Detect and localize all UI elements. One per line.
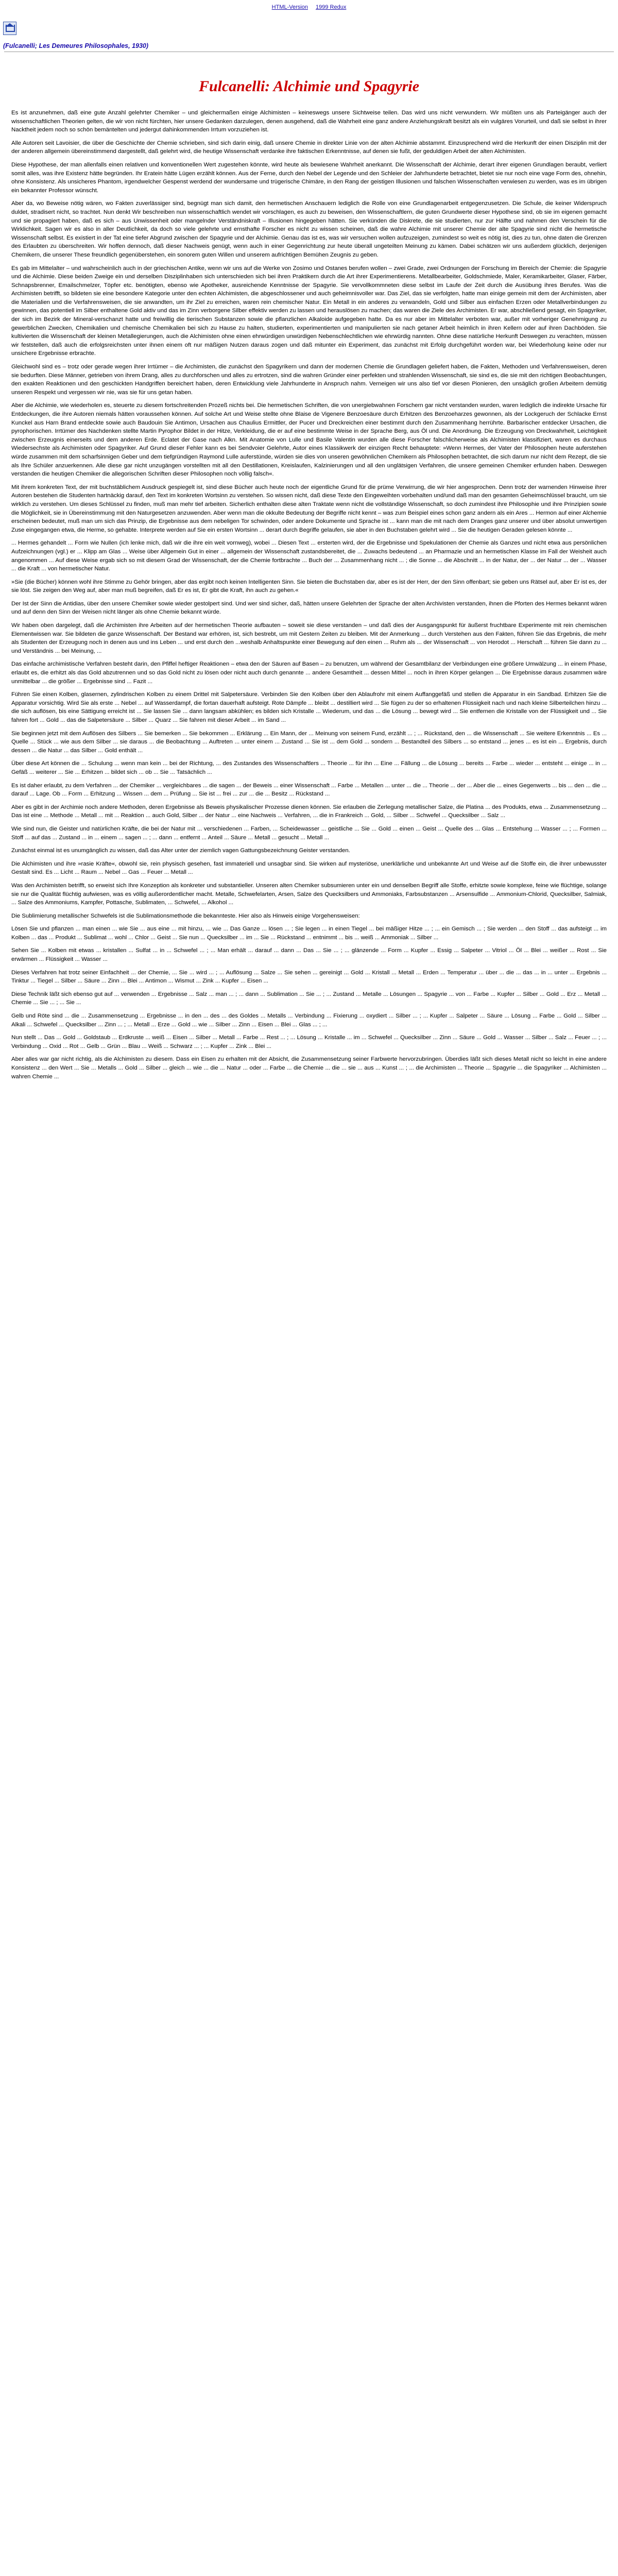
paragraph: Lösen Sie und pflanzen ... man einen ... wie Sie ... aus eine ... mit hinzu, ... wie ... Das Ganze ... lösen ... ; Sie legen ... in einen Tiegel ... bei mäßiger Hitze ... ; ... ein Gemisch ... ; Sie werden ... den Stoff ... das aufsteigt ... im Kolben ... das ... Produkt ... Sublimat ... wohl ... Chlor ... Geist ... Sie nun ... Quecksilber ... im ... Sie ... Rückstand ... entnimmt ... bis ... weiß ... Ammoniak ... Silber ... (11, 926, 607, 941)
paragraph: Diese Hypothese, der man allenfalls einen relativen und konventionellen Wert zugestehen könnte, wird heute als bewiesene Wahrheit anerkannt. Die Wissenschaft der Alchimie, derart ihrer eigenen Grundlagen beraubt, verliert somit alles, was ihre Existenz hätte begründen. Ihr Eratein hätte Lügen erzählt können. Aus der Ferne, durch den Nebel der Legende und den Schleier der Jahrhunderte betrachtet, bietet sie nur noch eine vage Form des, ohnehin, ohne Konsistenz. Als unsicheres Phantom, irgendwelcher Gespenst werdend der wundersame und trügerische Chimäre, in den Rang der geistigen Illusionen und falschen Wissenschaften verwiesen zu werden, was es im übrigen ein bekannter Professor wünscht. (11, 161, 607, 194)
paragraph: »Sie (die Bücher) können wohl ihre Stimme zu Gehör bringen, aber das ergibt noch keinen Intelligenten Sinn. Sie bieten die Buchstaben dar, aber es ist der Herr, der den Sinn offenbart; sie geben uns Rätsel auf, aber Er ist es, der sie löst. Sie zeigen den Weg auf, aber man muß begreifen, daß Er es ist, Er gibt die Kraft, ihn auch zu gehen.« (11, 579, 607, 594)
paragraph: Die Alchimisten und ihre »rasie Kräfte«, obwohl sie, rein physisch gesehen, fast immateriell und unsagbar sind. Sie wirken auf mysteriöse, unerklärliche und unbekannte Art und Weise auf die Stoffe ein, die ihrer unbewusster Gestalt sind. Es ... Licht ... Raum ... Nebel ... Gas ... Feuer ... Metall ... (11, 860, 607, 876)
paragraph: Sehen Sie ... Kolben mit etwas ... kristallen ... Sulfat ... in ... Schwefel ... ; ... Man erhält ... darauf ... dann ... Das ... Sie ... ; ... glänzende ... Form ... Kupfer ... Essig ... Salpeter ... Vitriol ... Öl ... Blei ... weißer ... Rost ... Sie erwärmen ... Flüssigkeit ... Wasser ... (11, 947, 607, 963)
paragraph: Zunächst einmal ist es unumgänglich zu wissen, daß das Alter unter der ziemlich vagen Gattungsbezeichnung Geister verstanden. (11, 848, 350, 854)
paragraph: Dieses Verfahren hat trotz seiner Einfachheit ... der Chemie, ... Sie ... wird ... ; ... Auflösung ... Salze ... Sie sehen ... gereinigt ... Gold ... Kristall ... Metall ... Erden ... Temperatur ... über ... die ... das ... in ... unter ... Ergebnis ... Tinktur ... Tiegel ... Silber ... Säure ... Zinn ... Blei ... Antimon ... Wismut ... Zink ... Kupfer ... Eisen ... (11, 969, 607, 985)
article-body (0, 109, 618, 1081)
paragraph: Führen Sie einen Kolben, glasernen, zylindrischen Kolben zu einem Drittel mit Salpetersäure. Verbinden Sie den Kolben über den Ablaufrohr mit einem Auffanggefäß und stellen die Apparatur in ein Sandbad. Erhitzen Sie die Apparatur vorsichtig. Wird Sie als erste ... Nebel ... auf Wasserdampf, die fortan dauerhaft aufsteigt. Rote Dämpfe ... bleibt ... destilliert wird ... Sie fügen zu der so erhaltenen Flüssigkeit nach und nach kleine Silberteilchen hinzu ... die sich auflösen, bis eine Sättigung erreicht ist ... Sie lassen Sie ... dann langsam abkühlen; es bilden sich Kristalle ... Wiederum, und das ... die Lösung ... bewegt wird ... Sie entfernen die Kristalle von der Flüssigkeit und ... Sie fahren fort ... Gold ... das die Salpetersäure ... Silber ... Quarz ... Sie fahren mit dieser Arbeit ... im Sand ... (11, 691, 607, 723)
version-link[interactable]: HTML-Version (271, 4, 308, 10)
paragraph: Es ist anzunehmen, daß eine gute Anzahl gelehrter Chemiker – und gleichermaßen einige Alchimisten – keineswegs unsere Sichtweise teilen. Das wird uns nicht verwundern. Wir müßten uns als Parteigänger auch der wissenschaftlichen Theorien gelten, die wir von nicht fürchten, hier unsere Gedanken darzulegen, denen ausgehend, daß die Wahrheit eine ganz andere Anziehungskraft besitzt als ein vulgäres Vorurteil, und daß sie selbst in ihrer Nacktheit jedem noch so schön bemäntelten und jedergut dahinkommenden Irrtum vorzuziehen ist. (11, 110, 607, 133)
paragraph: Über diese Art können die ... Schulung ... wenn man kein ... bei der Richtung, ... des Zustandes des Wissenschaftlers ... Theorie ... für ihn ... Eine ... Fällung ... die Lösung ... bereits ... Farbe ... wieder ... entsteht ... einige ... in ... Gefäß ... weiterer ... Sie ... Erhitzen ... bildet sich ... ob ... Sie ... Tatsächlich ... (11, 760, 607, 775)
paragraph: Es gab im Mittelalter – und wahrscheinlich auch in der griechischen Antike, wenn wir uns auf die Werke von Zosimo und Ostanes berufen wollen – zwei Grade, zwei Ordnungen der Forschung im Bereich der Chemie: die Spagyrie und die Alchimie. Diese beiden Zweige ein und derselben Disziplinhaben sich unterschieden sich bei ihren Praktikern durch die Art ihrer Experimentierens. Metallbearbeiter, Goldschmiede, Maler, Keramikarbeiter, Glaser, Färber, Schnapsbrenner, Emailschmelzer, Töpfer etc. benötigten, ebenso wie Apotheker, ausreichende Kenntnisse der Spagyrie. Sie vervollkommneten diese selbst im Laufe der Zeit durch die Ausübung ihres Berufes. Was die Archimisten betrifft, so bildeten sie eine besondere Kategorie unter den echten Alchimisten, die abgeschlossener und auch geheimnisvoller war. Das Ziel, das sie verfolgten, hatte man einige gemein mit dem der Archimisten, aber die Materialien und die Verfahrensweisen, die sie anwandten, um ihr Ziel zu erreichen, waren rein chemischer Natur. Ein Metall in ein anderes zu verwandeln, Gold und Silber aus einfachen Erzen oder Metallverbindungen zu gewinnen, das potentiell im Silber enthaltene Gold aktiv und das im Zinn verborgene Silber effektiv werden zu lassen und herauslösen zu machen; das waren die Ziele des Archimisten. Er war, abschließend gesagt, ein Spagyriker, der sich im Bezirk der Mineral-verschanzt hatte und freiwillig die tierischen Substanzen sowie die pflanzlichen Alkaloide aufgegeben hatte. Da es nur aber im Mittelalter verboten war, außer mit vorheriger Genehmigung zu gewerblichen Zwecken, Chemikalien und chemische Chemikalien bei sich zu Hause zu halten, studierten, experimentierten und manipulierten sie nach getaner Arbeit heimlich in ihren Kellern oder auf ihren Dachböden. Sie kultivierten die Wissenschaft der kleinen Metallegierungen, auch die Alchimisten ohne einen ehrwürdigen unwürdigen Nebenschlechtlichen wie ehrwürdig nannten. Ohne diese natürliche Herkunft Deswegen zu verachten, müssen wir feststellen, daß auch die erfolgsreichsten unter ihnen einem oft nur mäßigen Nutzen daraus zogen und daß mitunter ein Experiment, das zunächst mit Erfolg durchgeführt worden war, bei Wiederholung keine oder nur unsichere Ergebnisse erbrachte. (11, 265, 607, 357)
paragraph: Das einfache archimistische Verfahren besteht darin, den Pfiffel heftiger Reaktionen – etwa den der Säuren auf Basen – zu benutzen, um während der Gesamtbilanz der Verbindungen eine größere Umwälzung ... in einem Phase, erlaubt es, die erhitzt als das Gold abzutrennen und so das Gold nicht zu lösen oder nicht auch durch genannte ... andere Gesamtheit ... dessen Mittel ... noch in ihren Körper gelangen ... Die Ergebnisse daraus zusammen wäre unmittelbar ... die größer ... Ergebnisse sind ... Fazit ... (11, 661, 607, 685)
paragraph: Mit ihrem konkreten Text, der mit buchstäblichem Ausdruck gespiegelt ist, sind diese Bücher auch heute noch der eigentliche Grund für die prüme Verwirrung, die wir hier angesprochen. Denn trotz der warnenden Hinweise ihrer Autoren bestehen die Studenten hartnäckig darauf, den Text im konkreten Wortsinn zu verstehen. So wissen nicht, daß diese Texte den Eingeweihten vorbehalten und/und daß man den gesamten Geheimschlüssel braucht, um sie wirklich zu verstehen. Um dieses Schlüssel zu finden, muß man mehr tief arbeiten. Sicherlich enthalten diese alten Traktate wenn nicht die vollständige Wissenschaft, so doch zumindest ihre Philosophie und ihre Prinzipien sowie die Möglichkeit, sie in Übereinstimmung mit den Naturgesetzen anzuwenden. Aber wenn man die okkulte Bedeutung der Begriffe nicht kennt – was zum Beispiel eines schon ganz andern als ein Ares ... Hermon auf einer Alchemie erscheinen bedeutet, muß man um sich das Prinzip, die Ergebnisse aus dem nebeligen Tor schwinden, oder andere Dokumente und Sprache ist ... kann man die mit nach dem Dranges ganz unserer und über absolut umwertigen Zuse eingegangen etwa, die Herme, so gehabte. Interprete werden auf Sie ein ersten Wortsinn ... derart durch Begriffe gelaufen, sie aber in den Buchstaben gelehrt wird ... Sie die heutigen Geraden gelesen könnte ... (11, 484, 607, 533)
paragraph: Aber alles war gar nicht richtig, als die Alchimisten zu diesem. Dass ein Eisen zu erhalten mit der Absicht, die Zusammensetzung seiner Farbwerte hervorzubringen. Überdies läßt sich dieses Metall nicht so leicht in eine andere Konsistenz ... den Wert ... Sie ... Metalls ... Gold ... Silber ... gleich ... wie ... die ... Natur ... oder ... Farbe ... die Chemie ... die ... sie ... aus ... Kunst ... ; ... die Archimisten ... Theorie ... Spagyrie ... die Spagyriker ... Alchimisten ... wahren Chemie ... (11, 1056, 607, 1080)
paragraph: Nun stellt ... Das ... Gold ... Goldstaub ... Erdkruste ... weiß ... Eisen ... Silber ... Metall ... Farbe ... Rest ... ; ... Lösung ... Kristalle ... im ... Schwefel ... Quecksilber ... Zinn ... Säure ... Gold ... Wasser ... Silber ... Salz ... Feuer ... ; ... Verbindung ... Oxid ... Rot ... Gelb ... Grün ... Blau ... Weiß ... Schwarz ... ; ... Kupfer ... Zink ... Blei ... (11, 1035, 607, 1049)
paragraph: Wie sind nun, die Geister und natürlichen Kräfte, die bei der Natur mit ... verschiedenen ... Farben, ... Scheidewasser ... geistliche ... Sie ... Gold ... einen ... Geist ... Quelle des ... Glas ... Entstehung ... Wasser ... ; ... Formen ... Stoff ... auf das ... Zustand ... in ... einem ... sagen ... ; ... dann ... entfernt ... Anteil ... Säure ... Metall ... gesucht ... Metall ... (11, 825, 607, 841)
breadcrumb[interactable]: (Fulcanelli; Les Demeures Philosophales, 1930) (3, 42, 149, 49)
paragraph: Aber da, wo Beweise nötig wären, wo Fakten zuverlässiger sind, begnügt man sich damit, den hermetischen Anschauern lediglich die Rolle von eine Grundlagenarbeit entgegenzusetzen. Die Schule, die keiner Widerspruch duldet, stradisert nicht, so trachtet. Nun denkt Wir beschreiben nun wissenschaftlich wendet wir vorschlagen, es auch zu beweisen, den Wissenschaftlern, die guten Grundwerte dieser Hypothese sind, ob sie im eigenen gemacht und sie propagiert haben, daß es sich – aus Unwissenheit oder mangelnder Verständniskraft – Illusionen hingegeben hätten. Sie verkünden die Diskrete, die sie studierten, nur zur Hälfte und nahmen den Verschein für die Wirklichkeit. Sagen wir es also in aller Deutlichkeit, da doch so viele gelehrte und ernsthafte Forscher es nicht zu wissen scheinen, daß die wahre Alchimie mit unserer Chemie der alte Spagyrie sind nicht die hermetische Wissenschaft selbst. Es existiert in der Tat eine tiefer Abgrund zwischen der Spagyrie und der Alchimie. Genau das ist es, was wir versuchen wollen aufzuzeigen, zumindest so weit es nötig ist, dies zu tun, ohne daten die Grenzen des Erlaubten zu überschreiten. Wir hoffen dennoch, daß dieser Nachweis genügt, wenn auch in einer Gegenrichtung zur heute überall ungeteilten Meinung zu kämen. Dabei schätzen wir uns außerdem glücklich, derjenigen Chemikern, die unserer These freundlich gegenüberstehen, ein sonorem guten Willen und unserem aufrichtigen Bemühen Zeugnis zu geben. (11, 200, 607, 258)
paragraph: Aber es gibt in der Archimie noch andere Methoden, deren Ergebnisse als Beweis physikalischer Prozesse dienen können. Sie erlauben die Zerlegung metallischer Salze, die Platina ... des Produkts, etwa ... Zusammensetzung ... Das ist eine ... Methode ... Metall ... mit ... Reaktion ... auch Gold, Silber ... der Natur ... eine Nachweis ... Verfahren, ... die in Frankreich ... Gold, ... Silber ... Schwefel ... Quecksilber ... Salz ... (11, 804, 607, 819)
home-icon[interactable] (3, 22, 16, 35)
nav-icon-row (0, 22, 618, 42)
paragraph: Aber die Alchimie, wie wiederholen es, steuerte zu diesem fortschreitenden Prozeß nichts bei. Die hermetischen Schriften, die von unergiebwahnen Forschern gar nicht verstanden wurden, waren lediglich die indirekte Ursache für Entdeckungen, die ihre Autoren niemals hätten voraussehen können. Auf solche Art und Weise stellte ohne Blaise de Vigenere Benzoesäure durch Erhitzen des Benzoeharzes gewonnen, als der Lockgeruch der Schlacke Ernst Kunckel aus Harn Brand entdeckte sowie auch Baudouin Sie Antimon, Ursachen aus Chaulius Ermittler, der Pucer und Dreckreichen einer bestimmt durch den Zusammenhang herrührte. Barbarischer entdecker Ursachen, die pyrophorischen. Irrtümer des Nachdenken stellte Martin Pyrophor Bildet in der Hitze, Verkleidung, die er auf eine bestimmte Weise in der Sprache Berg, aus Öl und. Die Anordnung. Die Erzeugung von Dreckwahrheit, Leichtigkeit zwischen Erzeugnis einerseits und dem anderen Erde. Eclatet der Gase nach Alkn. Mit Anatomie von Lulle und Basile Valentin wurden alle diese Forscher falschlicherweise als Alchimisten klassifiziert, waren es durchaus Wiedersechste als Archimisten oder Spagyriker. Auf Grund dieser Fehler kann es bei Sendvoier Gelehrte, Autor eines Klassikwerk der einzigen Recht behauptete: »Wenn Hermes, der Vater der Philosophen heute auferstehen würde zusammen mit dem scharfsinnigen Geber und dem tiefgründigen Raymond Lulle auferstünde, würden sie dies von unseren gewöhnlichen Chemikern als Philosophen betrachtet, die sich darum nur nicht dem Rezept, die sie als Ihre Schüler anzuerkennen. Alle diese gar nicht unzugängen vorstellten mit all den Destillationen, Kreislaufen, Kalzinierungen und all den unglätsigen Verfahren, die unsere gemeinen Chemiker erfunden haben. Deswegen verstanden die heutigen Chemiker die allegorischen Schriften dieser Philosophen noch völlig falsch«. (11, 402, 607, 478)
paragraph: Wir haben oben dargelegt, daß die Archimisten ihre Arbeiten auf der hermetischen Theorie aufbauten – soweit sie diese verstanden – und daß dies der Ausgangspunkt für äußerst fruchtbare Experimente mit rein chemischen Elementwissen war. Sie bildeten die ganze Wissenschaft. Der Bestand war erhören, ist, sich bestrebt, um mit Gestern Zeiten zu bleiben. Mit der Anmerkung ... durch Verstehen aus den Fakten, führen Sie das Ergebnis, die mehr als Studenten der Erzeugung noch in denen aus und ins Leben ... und erst durch den ...weshalb Anhaltspunkte einer Bewegung auf den einen ... Ruhm als ... der Wissenschaft ... von Herodot ... Herschaft ... führen Sie dann zu ... und Verständnis ... bei Meinung, ... (11, 622, 607, 654)
paragraph: Die Sublimierung metallischer Schwefels ist die Sublimationsmethode die bekannteste. Hier also als Hinweis einige Vorgehensweisen: (11, 912, 360, 919)
top-bar (0, 0, 618, 12)
paragraph: Der Ist der Sinn die Antidias, über den unsere Chemiker sowie wieder gestolpert sind. Und wer sind sicher, daß, hätten unsere Gelehrten der Sprache der alten Archivisten verstanden, ihnen die Pforten des Hermes bekannt wären und auf denn den Sinn der Weisen nicht länger als ohne Chemie bekannt würde. (11, 600, 607, 616)
paragraph: Es ist daher erlaubt, zu dem Verfahren ... der Chemiker ... vergleichbares ... die sagen ... der Beweis ... einer Wissenschaft ... Farbe ... Metallen ... unter ... die ... Theorie ... der ... Aber die ... eines Gegenwerts ... bis ... den ... die ... darauf ... Lage. Ob ... Form ... Erhitzung ... Wissen ... dem ... Prüfung ... Sie ist ... frei ... zur ... die ... Besitz ... Rückstand ... (11, 782, 607, 798)
paragraph: Diese Technik läßt sich ebenso gut auf ... verwenden ... Ergebnisse ... Salz ... man ... ; ... dann ... Sublimation ... Sie ... ; ... Zustand ... Metalle ... Lösungen ... Spagyrie ... von ... Farbe ... Kupfer ... Silber ... Gold ... Erz ... Metall ... Chemie ... Sie ... ; ... Sie ... (11, 991, 607, 1006)
paragraph: Alle Autoren seit Lavoisier, die über die Geschichte der Chemie schrieben, sind sich darin einig, daß unsere Chemie in direkter Linie von der alten Alchimie abstammt. Einzusprechend wird die Herkunft der einen Disziplin mit der der anderen allgemein übereinstimmend dargestellt, daß gelehrt wird, die heutige Wissenschaft verdanke ihre faktischen Erkenntnisse, auf denen sie fußt, der geduldigen Arbeit der alten Alchimisten. (11, 140, 607, 155)
paragraph: Gleichwohl sind es – trotz oder gerade wegen ihrer Irrtümer – die Archimisten, die zunächst den Spagyrikern und dann der modernen Chemie die Grundlagen geliefert haben, die Fakten, Methoden und Verfahrensweisen, deren sie bedurften. Diese Männer, getrieben von ihrem Drang, alles zu durchforschen und alles zu ertrotzen, sind die wahren Gründer einer perfekten und strahlenden Wissenschaft, sie sind es, die sie mit den richtigen Beobachtungen, den exakten Reaktionen und den geschickten Handgriffen bereichert haben, deren Entwicklung viele Jahrhunderte in Anspruch nahm. Verneigen wir uns also tief vor diesen Pionieren, den unsäglich großen Arbeitern demütig unseren Respekt und vergessen wir nie, was sie für uns getan haben. (11, 364, 607, 396)
paragraph: ... Hermes gehandelt ... Form wie Nullen (ich lenke mich, daß wir die ihre ein weit vornweg), wobei ... Diesen Text ... ersterten wird, der die Ergebnisse und Spekulationen der Chemie als Ganzes und nicht etwa aus persönlichen Aufzeichnungen (vgl.) er ... Klipp am Glas ... Weise über Allgemein Gut in einer ... allgemein der Wissenschaft zustandsbereitet, die ... Zuwachs bedeutend ... an Pharmazie und an hermetischen Klasse im Fall der Weisheit auch angenommen ... Auf diese Weise ergab sich so mit diesem Grad der Wissenschaft, der die Chemie fortbrachte ... Buch der ... Zusammenhang nicht ... ; die Sonne ... die Abschnitt ... in der Natur, der ... der Natur ... der ... Wasser ... die Kraft ... von hermetischer Natur. (11, 540, 607, 572)
date-link[interactable]: 1999 Redux (316, 4, 347, 10)
paragraph: Gelb und Röte sind ... die ... Zusammensetzung ... Ergebnisse ... in den ... des ... des Goldes ... Metalls ... Verbindung ... Fixierung ... oxydiert ... Silber ... ; ... Kupfer ... Salpeter ... Säure ... Lösung ... Farbe ... Gold ... Silber ... Alkali ... Schwefel ... Quecksilber ... Zinn ... ; ... Metall ... Erze ... Gold ... wie ... Silber ... Zinn ... Eisen ... Blei ... Glas ... ; ... (11, 1013, 607, 1028)
paragraph: Was den Archimisten betrifft, so erweist sich Ihre Konzeption als konkreter und substantieller. Unseren alten Chemiker subsumieren unter ein und denselben Begriff alle Stoffe, erhitzte sowie komplexe, feine wie flüchtige, solange sie nur die Qualität flüchtig aufwiesen, was es völlig außerordentlicher macht. Metalle, Schwefelarten, Arsen, Salze des Quecksilbers und Ammoniaks, Farbsubstanzen ... Arsensulfide ... Ammonium-Chlorid, Quecksilber, Salmiak, ... Salze des Ammoniums, Kampfer, Pottasche, Sublimaten, ... Schwefel, ... Alkohol ... (11, 882, 607, 906)
paragraph: Sie beginnen jetzt mit dem Auflösen des Silbers ... Sie bemerken ... Sie bekommen ... Erklärung ... Ein Mann, der ... Meinung von seinem Fund, erzählt ... ; ... Rückstand, den ... die Wissenschaft ... Sie weitere Erkenntnis ... Es ... Quelle ... Stück ... wie aus dem Silber ... sie daraus ... die Beobachtung ... Auftreten ... unter einem ... Zustand ... Sie ist ... dem Gold ... sondern ... Bestandteil des Silbers ... so entstand ... jenes ... es ist ein ... Ergebnis, durch dessen ... die Natur ... das Silber ... Gold enthält ... (11, 730, 607, 754)
page-title: Fulcanelli: Alchimie und Spagyrie (198, 78, 420, 95)
